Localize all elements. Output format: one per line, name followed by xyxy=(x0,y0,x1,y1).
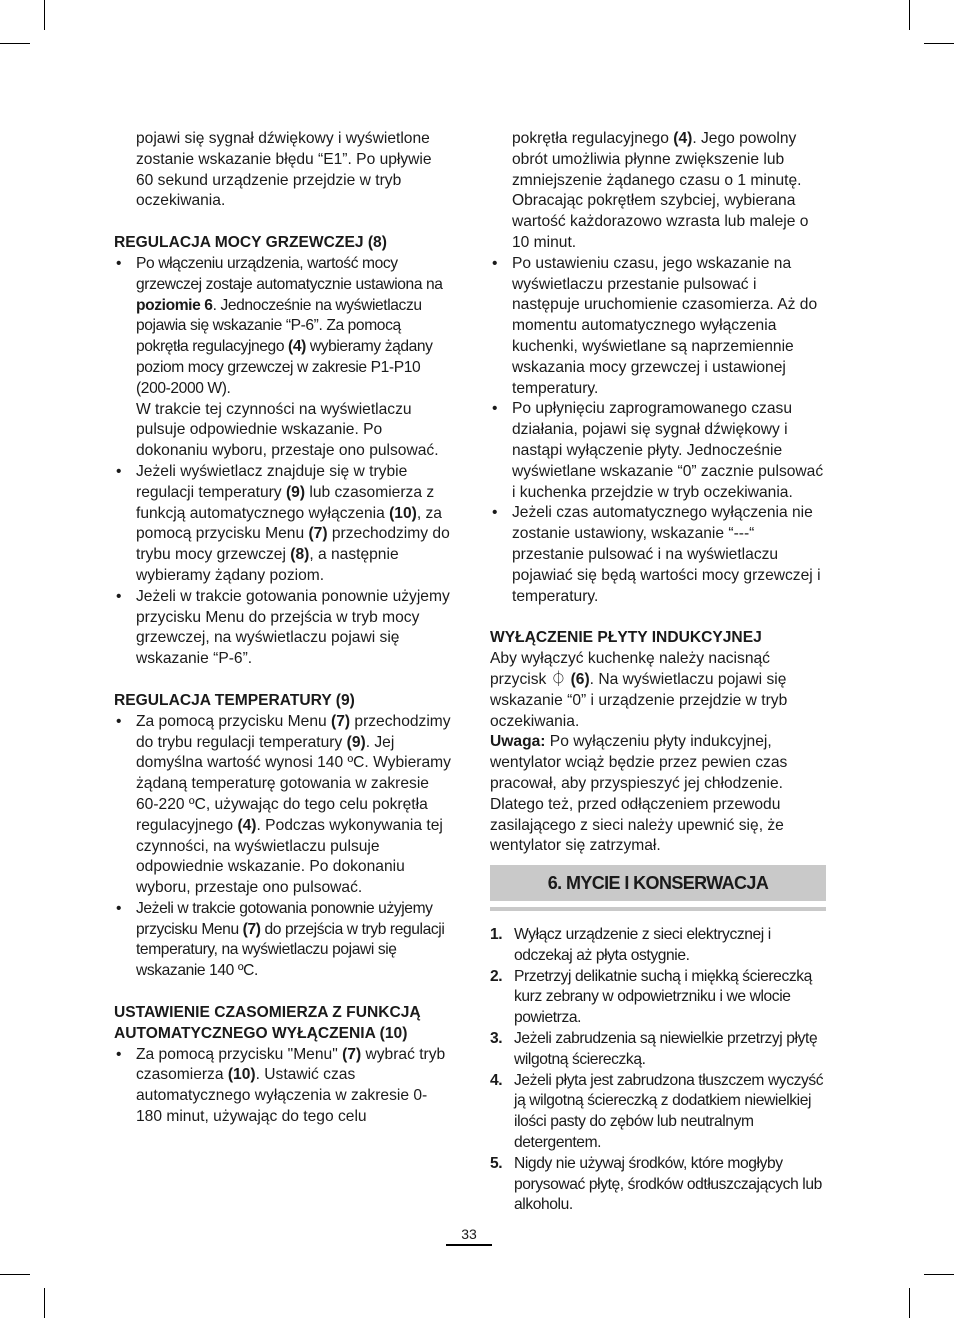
step-item xyxy=(490,1154,826,1216)
bold-text: (10) xyxy=(227,1066,256,1084)
note-label: Uwaga: xyxy=(490,733,546,751)
temperature-list xyxy=(114,712,452,982)
list-item xyxy=(114,899,452,982)
crop-mark xyxy=(909,0,910,30)
intro-paragraph: pojawi się sygnał dźwiękowy i wyświetlone zostanie wskazanie błędu “E1”. Po upływie 60 sekund urządzenie przejdzie w tryb oczekiwania. xyxy=(136,130,432,210)
text: do przejścia w tryb regulacji temperatury, na wyświetlaczu pojawi się wskazanie 140 ºC. xyxy=(136,920,445,980)
step-item xyxy=(490,925,826,967)
text: Jeżeli w trakcie gotowania ponownie użyjemy przycisku Menu xyxy=(136,899,433,938)
bold-text: (10) xyxy=(389,504,417,522)
bold-text: (7) xyxy=(308,525,328,543)
text: przechodzimy do trybu regulacji temperatury xyxy=(136,712,451,751)
text: . Jednocześnie na wyświetlaczu pojawia się wskazanie “P-6”. Za pomocą pokrętła regulacyjnego xyxy=(136,296,422,356)
bold-text: (7) xyxy=(242,920,261,938)
step-item xyxy=(490,967,826,1029)
timer-list-continued xyxy=(490,254,826,608)
step-number: 5. xyxy=(490,1154,503,1172)
text: Za pomocą przycisku Menu xyxy=(136,712,331,730)
bold-text: (4) xyxy=(237,816,257,834)
left-column xyxy=(114,129,452,1128)
bold-text: (8) xyxy=(290,546,310,564)
crop-mark xyxy=(44,1288,45,1318)
step-text: Wyłącz urządzenie z sieci elektrycznej i odczekaj aż płyta ostygnie. xyxy=(514,926,771,964)
power-heading: REGULACJA MOCY GRZEWCZEJ (8) xyxy=(114,234,387,252)
bold-text: (7) xyxy=(331,712,351,730)
text: Za pomocą przycisku "Menu" xyxy=(136,1045,343,1063)
list-item xyxy=(490,254,826,400)
timer-continuation xyxy=(490,129,826,254)
list-item xyxy=(114,587,452,670)
crop-mark xyxy=(909,1288,910,1318)
page-number-rule xyxy=(446,1244,492,1246)
list-item xyxy=(490,399,826,503)
step-text: Przetrzyj delikatnie suchą i miękką ściereczką kurz zebrany w odpowietrzniku i we wlocie powietrza. xyxy=(514,967,812,1027)
crop-mark xyxy=(44,0,45,30)
list-item xyxy=(114,254,452,400)
text: Po upłynięciu zaprogramowanego czasu działania, pojawi się sygnał dźwiękowy i nastąpi wyłączenie płyty. Jednocześnie wyświetlane wskazanie “0” zacznie pulsować i kuchenka przejdzie w tryb oczekiwania. xyxy=(512,400,824,501)
text: . Jej domyślna wartość wynosi 140 ºC. Wybieramy żądaną temperaturę gotowania w zakresie 60-220 ºC, używając do tego celu pokrętła regulacyjnego xyxy=(136,733,451,834)
step-text: Jeżeli płyta jest zabrudzona tłuszczem wyczyść ją wilgotną ściereczką z dodatkiem niewielkiej ilości pasty do zębów lub neutralnym detergentem. xyxy=(514,1071,824,1152)
step-item xyxy=(490,1029,826,1071)
text: Jeżeli wyświetlacz znajduje się w trybie regulacji temperatury xyxy=(136,462,408,501)
list-item-continuation xyxy=(114,400,452,462)
step-number: 1. xyxy=(490,926,503,944)
crop-mark xyxy=(0,43,30,44)
text: Jeżeli w trakcie gotowania ponownie użyjemy przycisku Menu do przejścia w tryb mocy grzewczej, na wyświetlaczu pojawi się wskazanie “P-6”. xyxy=(136,587,450,668)
step-number: 3. xyxy=(490,1030,503,1048)
text: przechodzimy do trybu mocy grzewczej xyxy=(136,525,450,564)
crop-mark xyxy=(924,43,954,44)
section-title: 6. MYCIE I KONSERWACJA xyxy=(547,872,769,893)
list-item xyxy=(490,503,826,607)
step-number: 4. xyxy=(490,1071,503,1089)
text: . Jego powolny obrót umożliwia płynne zwiększenie lub zmniejszenie żądanego czasu o 1 minutę. Obracając pokrętłem szybciej, wybierana wartość każdorazowo wzrasta lub maleje o 10 minut. xyxy=(512,130,809,251)
power-list xyxy=(114,254,452,670)
text: pokrętła regulacyjnego xyxy=(512,130,674,147)
list-item xyxy=(114,712,452,899)
text: Aby wyłączyć kuchenkę należy nacisnąć przycisk xyxy=(490,650,770,688)
bold-text: poziomie 6 xyxy=(136,296,213,314)
temperature-heading: REGULACJA TEMPERATURY (9) xyxy=(114,691,355,709)
text: . Ustawić czas automatycznego wyłączenia w zakresie 0-180 minut, używając do tego celu xyxy=(136,1066,428,1126)
text: , za pomocą przycisku Menu xyxy=(136,504,442,543)
text: wybieramy żądany poziom mocy grzewczej w zakresie P1-P10 (200-2000 W). xyxy=(136,338,433,397)
list-item xyxy=(114,462,452,587)
step-text: Jeżeli zabrudzenia są niewielkie przetrzyj płytę wilgotną ściereczką. xyxy=(514,1030,818,1068)
power-symbol-icon: ⏀ xyxy=(550,670,567,688)
section-rule xyxy=(490,907,826,911)
step-text: Nigdy nie używaj środków, które mogłyby porysować płytę, środków odtłuszczających lub alkoholu. xyxy=(514,1154,822,1214)
timer-heading: USTAWIENIE CZASOMIERZA Z FUNKCJĄ AUTOMATYCZNEGO WYŁĄCZENIA (10) xyxy=(114,1004,421,1042)
text: W trakcie tej czynności na wyświetlaczu pulsuje odpowiednie wskazanie. Po dokonaniu wyboru, przestaje ono pulsować. xyxy=(136,400,439,460)
switch-off-heading: WYŁĄCZENIE PŁYTY INDUKCYJNEJ xyxy=(490,629,762,647)
text: lub czasomierza z funkcją automatycznego wyłączenia xyxy=(136,483,435,522)
text: , a następnie wybieramy żądany poziom. xyxy=(136,546,399,584)
bold-text: (4) xyxy=(673,130,693,147)
bold-text: (4) xyxy=(288,338,306,356)
right-column xyxy=(490,129,826,1216)
bold-text: (6) xyxy=(570,670,590,688)
bold-text: (7) xyxy=(342,1045,362,1063)
note-paragraph xyxy=(490,732,826,857)
timer-list xyxy=(114,1045,452,1128)
text: Po wyłączeniu płyty indukcyjnej, wentylator wciąż będzie przez pewien czas pracował, aby przyspieszyć jej chłodzenie. Dlatego też, przed odłączeniem przewodu zasilającego z sieci należy upewnić się, że wentylator się zatrzymał. xyxy=(490,733,788,855)
cleaning-steps xyxy=(490,925,826,1216)
step-number: 2. xyxy=(490,967,503,985)
text: Po włączeniu urządzenia, wartość mocy grzewczej zostaje automatycznie ustawiona na xyxy=(136,254,443,293)
bold-text: (9) xyxy=(285,483,306,501)
text: . Podczas wykonywania tej czynności, na wyświetlaczu pulsuje odpowiednie wskazanie. Po dokonaniu wyboru, przestaje ono pulsować. xyxy=(136,816,443,897)
step-item xyxy=(490,1071,826,1154)
bold-text: (9) xyxy=(346,733,366,751)
text: wybrać tryb czasomierza xyxy=(136,1045,446,1084)
section-title-box xyxy=(490,865,826,901)
list-item xyxy=(114,1045,452,1128)
page-number: 33 xyxy=(461,1226,477,1242)
crop-mark xyxy=(0,1274,30,1275)
text: Jeżeli czas automatycznego wyłączenia nie zostanie ustawiony, wskazanie “---“ przestanie pulsować i na wyświetlaczu pojawiać się będą wartości mocy grzewczej i temperatury. xyxy=(512,504,821,605)
text: Po ustawieniu czasu, jego wskazanie na wyświetlaczu przestanie pulsować i następuje uruchomienie czasomierza. Aż do momentu automatycznego wyłączenia kuchenki, wyświetlane są naprzemiennie wskazania mocy grzewczej i ustawionej temperatury. xyxy=(512,254,818,397)
switch-off-paragraph xyxy=(490,649,826,732)
text: . Na wyświetlaczu pojawi się wskazanie “0” i urządzenie przejdzie w tryb oczekiwania. xyxy=(490,670,788,730)
crop-mark xyxy=(924,1274,954,1275)
